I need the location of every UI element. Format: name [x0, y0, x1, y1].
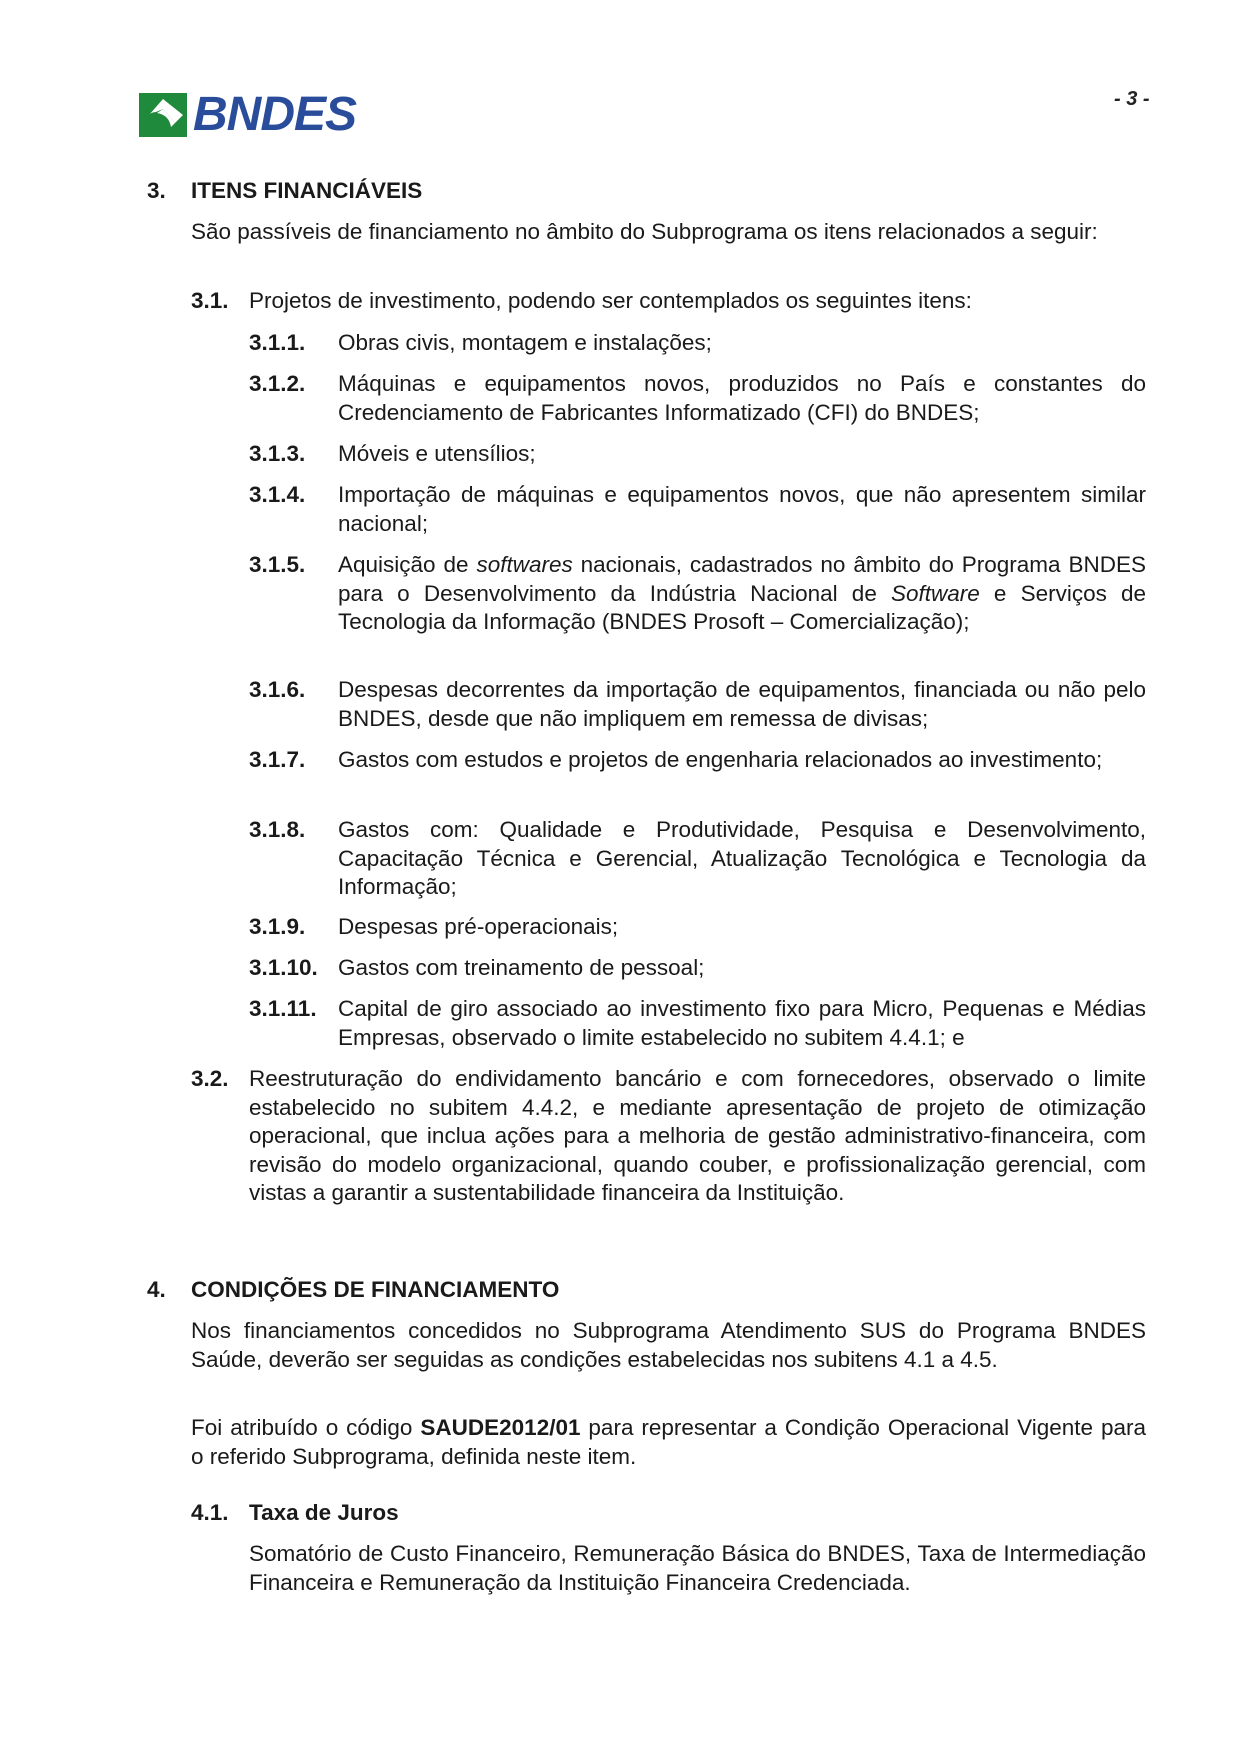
item-3-1: [191, 287, 1146, 316]
subitem-number: 3.1.10.: [249, 955, 318, 980]
section-4-heading: [147, 1276, 559, 1305]
section-3-heading: [147, 177, 422, 206]
section-title: CONDIÇÕES DE FINANCIAMENTO: [191, 1277, 560, 1302]
subitem-3-1-3: [249, 440, 1146, 469]
subitem-number: 3.1.6.: [249, 677, 306, 702]
subitem-text: Aquisição de softwares nacionais, cadastrados no âmbito do Programa BNDES para o Desenvolvimento da Indústria Nacional de Software e Serviços de Tecnologia da Informação (BNDES Prosoft – Comercialização);: [338, 552, 1146, 634]
subitem-number: 3.1.3.: [249, 441, 306, 466]
operational-code: SAUDE2012/01: [420, 1415, 581, 1440]
item-text: Reestruturação do endividamento bancário e com fornecedores, observado o limite estabelecido no subitem 4.4.2, e mediante apresentação de projeto de otimização operacional, que inclua ações para a melhoria de gestão administrativo-financeira, com revisão do modelo organizacional, quando couber, e profissionalização gerencial, com vistas a garantir a sustentabilidade financeira da Instituição.: [249, 1066, 1146, 1205]
subitem-3-1-7: [249, 746, 1146, 775]
subitem-3-1-5: [249, 551, 1146, 637]
page-number: - 3 -: [1114, 88, 1150, 110]
bndes-logo-mark-icon: [139, 93, 187, 137]
section-4-paragraph-1: Nos financiamentos concedidos no Subprograma Atendimento SUS do Programa BNDES Saúde, deverão ser seguidas as condições estabelecidas nos subitens 4.1 a 4.5.: [191, 1318, 1146, 1372]
item-3-2: [191, 1065, 1146, 1208]
item-number: 4.1.: [191, 1500, 229, 1525]
section-number: 3.: [147, 178, 166, 203]
subitem-number: 3.1.7.: [249, 747, 306, 772]
subitem-text: Despesas pré-operacionais;: [338, 914, 619, 939]
subitem-text: Gastos com treinamento de pessoal;: [338, 955, 705, 980]
section-title: ITENS FINANCIÁVEIS: [191, 178, 423, 203]
subitem-3-1-11: [249, 995, 1146, 1052]
subitem-number: 3.1.8.: [249, 817, 306, 842]
subitem-number: 3.1.2.: [249, 371, 306, 396]
subitem-text: Despesas decorrentes da importação de equipamentos, financiada ou não pelo BNDES, desde que não impliquem em remessa de divisas;: [338, 677, 1146, 731]
item-number: 3.1.: [191, 288, 229, 313]
section-4-paragraph-2: Foi atribuído o código SAUDE2012/01 para representar a Condição Operacional Vigente para o referido Subprograma, definida neste item.: [191, 1415, 1146, 1469]
section-3-intro: São passíveis de financiamento no âmbito do Subprograma os itens relacionados a seguir:: [191, 219, 1098, 244]
subitem-number: 3.1.1.: [249, 330, 306, 355]
subitem-text: Máquinas e equipamentos novos, produzidos no País e constantes do Credenciamento de Fabricantes Informatizado (CFI) do BNDES;: [338, 371, 1146, 425]
subitem-3-1-2: [249, 370, 1146, 427]
bndes-logo-text: BNDES: [193, 88, 357, 141]
subitem-3-1-10: [249, 954, 1146, 983]
subitem-3-1-8: [249, 816, 1146, 902]
subitem-text: Importação de máquinas e equipamentos novos, que não apresentem similar nacional;: [338, 482, 1146, 536]
item-4-1-heading: [191, 1499, 399, 1528]
subitem-number: 3.1.9.: [249, 914, 306, 939]
section-number: 4.: [147, 1277, 166, 1302]
subitem-number: 3.1.11.: [249, 996, 317, 1021]
subitem-text: Gastos com estudos e projetos de engenharia relacionados ao investimento;: [338, 747, 1103, 772]
item-text: Projetos de investimento, podendo ser contemplados os seguintes itens:: [249, 288, 972, 313]
subitem-text: Capital de giro associado ao investimento fixo para Micro, Pequenas e Médias Empresas, observado o limite estabelecido no subitem 4.4.1; e: [338, 996, 1146, 1050]
subitem-text: Móveis e utensílios;: [338, 441, 536, 466]
item-title: Taxa de Juros: [249, 1500, 399, 1525]
subitem-3-1-6: [249, 676, 1146, 733]
subitem-text: Obras civis, montagem e instalações;: [338, 330, 712, 355]
item-number: 3.2.: [191, 1066, 229, 1091]
subitem-text: Gastos com: Qualidade e Produtividade, Pesquisa e Desenvolvimento, Capacitação Técnica e Gerencial, Atualização Tecnológica e Tecnologia da Informação;: [338, 817, 1146, 899]
bndes-logo: [139, 88, 357, 141]
subitem-3-1-9: [249, 913, 1146, 942]
subitem-3-1-1: [249, 329, 1146, 358]
subitem-number: 3.1.5.: [249, 552, 306, 577]
subitem-3-1-4: [249, 481, 1146, 538]
item-4-1-text: Somatório de Custo Financeiro, Remuneração Básica do BNDES, Taxa de Intermediação Financeira e Remuneração da Instituição Financeira Credenciada.: [249, 1541, 1146, 1595]
subitem-number: 3.1.4.: [249, 482, 306, 507]
